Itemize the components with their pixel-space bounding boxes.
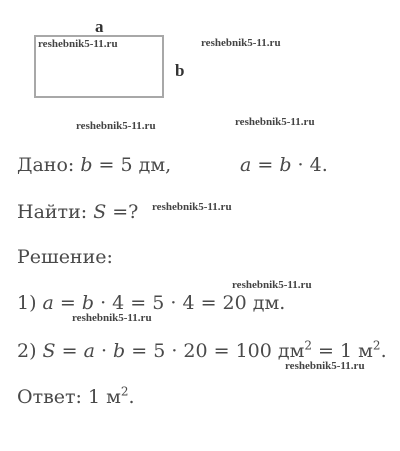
step-1-rest: · 4 = 5 · 4 = 20 дм. bbox=[94, 292, 286, 314]
solution-heading: Решение: bbox=[17, 246, 113, 268]
var-a: a bbox=[42, 292, 54, 314]
exponent: 2 bbox=[120, 384, 129, 399]
watermark: reshebnik5-11.ru bbox=[235, 116, 315, 128]
watermark: reshebnik5-11.ru bbox=[152, 201, 232, 213]
var-b: b bbox=[113, 340, 126, 362]
var-b: b bbox=[80, 154, 93, 176]
var-a: a bbox=[240, 154, 252, 176]
given-a-expression bbox=[240, 153, 328, 177]
period: . bbox=[380, 340, 387, 362]
answer-line bbox=[17, 385, 135, 409]
find-tail: =? bbox=[106, 201, 139, 223]
var-s: S bbox=[93, 201, 107, 223]
side-b-label: b bbox=[175, 61, 185, 80]
given-label: Дано: bbox=[17, 154, 75, 176]
watermark: reshebnik5-11.ru bbox=[76, 120, 156, 132]
find-line bbox=[17, 200, 138, 224]
given-line bbox=[17, 153, 171, 177]
step-number: 1) bbox=[17, 292, 43, 314]
step-1 bbox=[17, 291, 285, 315]
watermark: reshebnik5-11.ru bbox=[72, 312, 152, 324]
exponent: 2 bbox=[304, 338, 313, 353]
equals: = bbox=[55, 340, 84, 362]
var-b: b bbox=[81, 292, 95, 314]
equals: = bbox=[53, 292, 82, 314]
given-b-expr: = 5 дм, bbox=[92, 154, 172, 176]
exponent: 2 bbox=[372, 338, 381, 353]
period: . bbox=[128, 386, 135, 408]
watermark: reshebnik5-11.ru bbox=[285, 360, 365, 372]
watermark: reshebnik5-11.ru bbox=[232, 279, 312, 291]
find-label: Найти: bbox=[17, 201, 88, 223]
watermark: reshebnik5-11.ru bbox=[201, 37, 281, 49]
step-2 bbox=[17, 339, 387, 363]
side-a-label: a bbox=[95, 17, 104, 36]
var-b: b bbox=[279, 154, 292, 176]
answer-text: Ответ: 1 м bbox=[17, 386, 121, 408]
var-a: a bbox=[83, 340, 95, 362]
step-2-rest-2: = 1 м bbox=[312, 340, 373, 362]
given-a-tail: · 4. bbox=[291, 154, 328, 176]
watermark: reshebnik5-11.ru bbox=[38, 38, 118, 50]
step-2-rest: = 5 · 20 = 100 дм bbox=[125, 340, 305, 362]
var-s: S bbox=[42, 340, 56, 362]
step-number: 2) bbox=[17, 340, 43, 362]
multiply: · bbox=[94, 340, 114, 362]
equals: = bbox=[251, 154, 280, 176]
